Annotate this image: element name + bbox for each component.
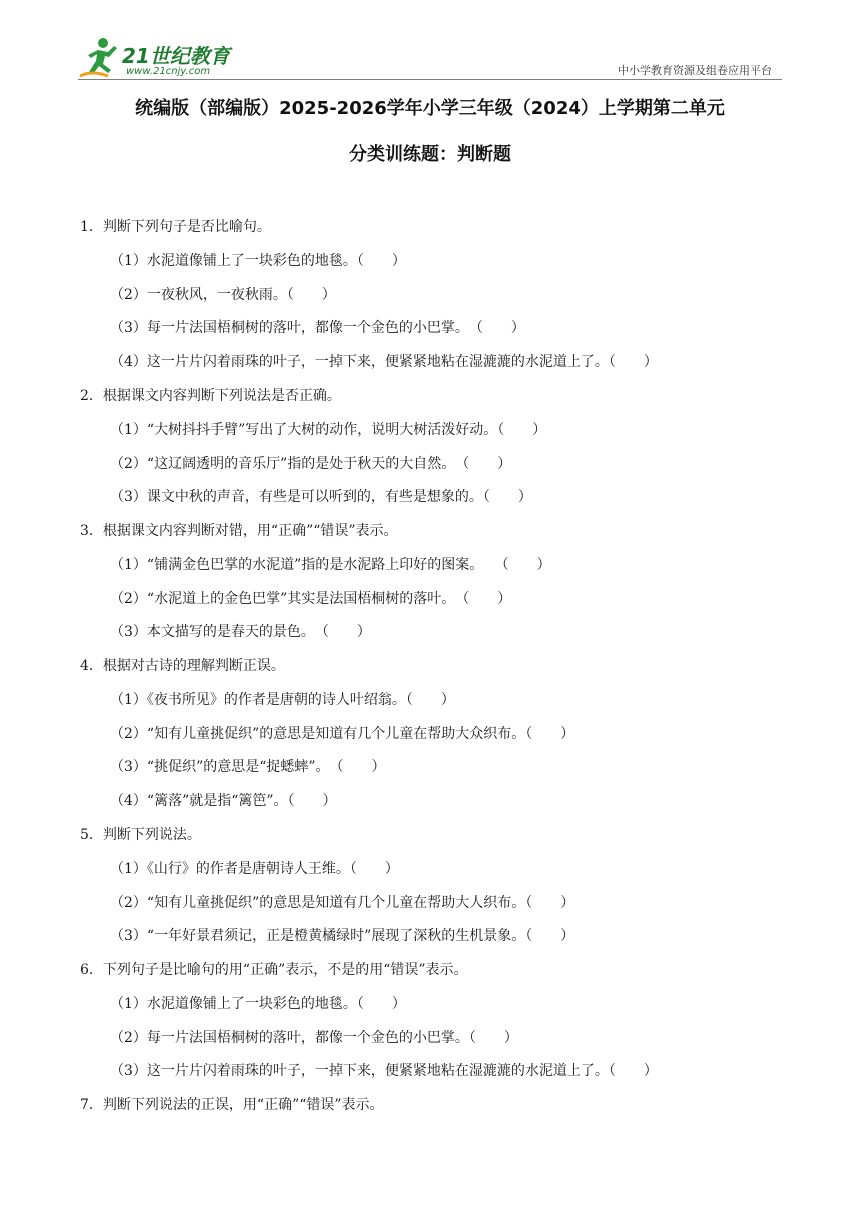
platform-label: 中小学教育资源及组卷应用平台 (618, 64, 772, 77)
question-item: （3）课文中秋的声音，有些是可以听到的，有些是想象的。（ ） (110, 489, 532, 505)
question-stem: 1．判断下列句子是否比喻句。 (80, 219, 271, 235)
question-item: （3）这一片片闪着雨珠的叶子，一掉下来，便紧紧地粘在湿漉漉的水泥道上了。（ ） (110, 1063, 658, 1079)
page-header (0, 0, 860, 84)
question-item: （3）本文描写的是春天的景色。 （ ） (110, 624, 371, 640)
question-item: （1）水泥道像铺上了一块彩色的地毯。（ ） (110, 996, 406, 1012)
question-stem: 4．根据对古诗的理解判断正误。 (80, 658, 285, 674)
logo (78, 36, 248, 82)
question-stem: 3．根据课文内容判断对错，用“正确”“错误”表示。 (80, 523, 398, 539)
question-item: （1）《夜书所见》的作者是唐朝的诗人叶绍翁。（ ） (110, 692, 455, 708)
question-stem: 2．根据课文内容判断下列说法是否正确。 (80, 388, 341, 404)
question-item: （2）“这辽阔透明的音乐厅”指的是处于秋天的大自然。 （ ） (110, 456, 512, 472)
question-item: （3）“挑促织”的意思是“捉蟋蟀”。 （ ） (110, 759, 386, 775)
question-stem: 7．判断下列说法的正误，用“正确”“错误”表示。 (80, 1097, 384, 1113)
question-item: （3）每一片法国梧桐树的落叶，都像一个金色的小巴掌。 （ ） (110, 320, 525, 336)
question-stem: 5．判断下列说法。 (80, 827, 201, 843)
question-item: （2）每一片法国梧桐树的落叶，都像一个金色的小巴掌。（ ） (110, 1030, 518, 1046)
question-item: （2）一夜秋风，一夜秋雨。（ ） (110, 287, 336, 303)
question-item: （1）“大树抖抖手臂”写出了大树的动作，说明大树活泼好动。（ ） (110, 422, 547, 438)
page-subtitle: 分类训练题：判断题 (349, 144, 511, 165)
question-item: （2）“知有儿童挑促织”的意思是知道有几个儿童在帮助大众织布。（ ） (110, 726, 575, 742)
question-item: （4）这一片片闪着雨珠的叶子，一掉下来，便紧紧地粘在湿漉漉的水泥道上了。（ ） (110, 354, 658, 370)
question-stem: 6．下列句子是比喻句的用“正确”表示，不是的用“错误”表示。 (80, 962, 468, 978)
question-item: （2）“知有儿童挑促织”的意思是知道有几个儿童在帮助大人织布。（ ） (110, 895, 575, 911)
question-item: （1）《山行》的作者是唐朝诗人王维。（ ） (110, 861, 399, 877)
page-title: 统编版（部编版）2025-2026学年小学三年级（2024）上学期第二单元 (135, 98, 725, 119)
logo-text: 21世纪教育 (122, 44, 230, 68)
logo-url: www.21cnjy.com (126, 66, 211, 77)
question-item: （1）“铺满金色巴掌的水泥道”指的是水泥路上印好的图案。 （ ） (110, 557, 551, 573)
question-item: （3）“一年好景君须记，正是橙黄橘绿时”展现了深秋的生机景象。（ ） (110, 928, 575, 944)
question-item: （1）水泥道像铺上了一块彩色的地毯。（ ） (110, 253, 406, 269)
question-item: （4）“篱落”就是指“篱笆”。（ ） (110, 793, 337, 809)
header-divider (78, 79, 782, 80)
question-item: （2）“水泥道上的金色巴掌”其实是法国梧桐树的落叶。 （ ） (110, 591, 512, 607)
runner-logo-icon (78, 36, 122, 80)
